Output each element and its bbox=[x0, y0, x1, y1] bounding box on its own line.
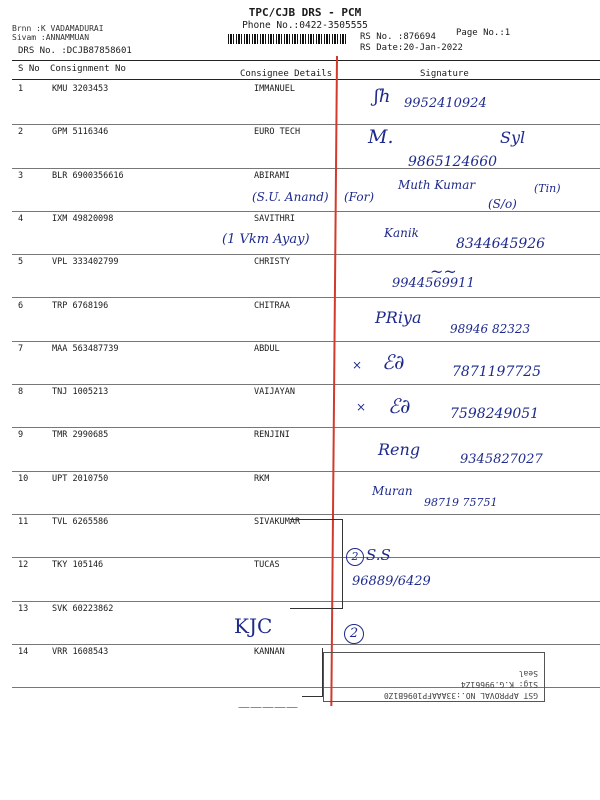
page-number: Page No.:1 bbox=[456, 28, 511, 38]
row-divider bbox=[12, 297, 600, 298]
row-consignee: RKM bbox=[254, 473, 270, 484]
row-sno: 2 bbox=[18, 127, 24, 138]
row-consignment: TMR 2990685 bbox=[52, 430, 109, 441]
row-divider bbox=[12, 211, 600, 212]
row-consignment: IXM 49820098 bbox=[52, 213, 114, 224]
branch-line-1: Brnn :K VADAMADURAI bbox=[12, 24, 104, 33]
row-sno: 11 bbox=[18, 517, 29, 527]
row-consignment: TNJ 1005213 bbox=[52, 387, 109, 398]
row-consignee: SIVAKUMAR bbox=[254, 517, 301, 527]
hw-r9-phone: 9345827027 bbox=[460, 452, 543, 467]
row-consignment: VRR 1608543 bbox=[52, 646, 109, 657]
hw-r2-phone: 9865124660 bbox=[408, 154, 498, 170]
row-consignee: KANNAN bbox=[254, 646, 285, 657]
hw-r7-phone: 7871197725 bbox=[452, 364, 542, 380]
row-consignee: CHITRAA bbox=[254, 300, 290, 311]
row-consignment: TKY 105146 bbox=[52, 560, 104, 571]
row-consignment: GPM 5116346 bbox=[52, 127, 109, 138]
row-consignee: RENJINI bbox=[254, 430, 290, 441]
signature-mark: ʃh bbox=[374, 86, 391, 107]
header-rule-bottom bbox=[12, 79, 600, 80]
circled-mark bbox=[346, 546, 391, 566]
hw-r4-note: (1 Vkm Ayay) bbox=[222, 232, 310, 247]
table-row bbox=[0, 474, 600, 517]
hw-r3-c: Muth Kumar bbox=[398, 178, 476, 192]
hw-r2-sig: M. bbox=[368, 126, 394, 148]
row-divider bbox=[12, 514, 600, 515]
stamp-line-3: Seal bbox=[518, 669, 538, 678]
rs-info bbox=[360, 32, 463, 54]
row-consignment: UPT 2010750 bbox=[52, 473, 109, 484]
row-consignee: ABIRAMI bbox=[254, 170, 290, 181]
hw-r4-phone: 8344645926 bbox=[456, 236, 546, 252]
drs-number: DRS No. :DCJB87858601 bbox=[18, 46, 132, 56]
row-consignee: TUCAS bbox=[254, 560, 280, 571]
hw-r13-name: KJC bbox=[234, 614, 273, 638]
hw-r10-phone: 98719 75751 bbox=[424, 496, 498, 509]
hw-r3-d: (S/o) bbox=[488, 197, 517, 211]
hw-r12-phone: 96889/6429 bbox=[352, 574, 431, 589]
row-consignment: SVK 60223862 bbox=[52, 603, 114, 614]
rs-number: RS No. :876694 bbox=[360, 32, 436, 42]
hw-r12-mark: 2 bbox=[346, 548, 364, 566]
column-header-consignee: Consignee Details bbox=[240, 69, 333, 79]
hw-r6-phone: 98946 82323 bbox=[450, 322, 531, 336]
signature-mark: ℰ∂ bbox=[382, 350, 405, 374]
column-header-signature: Signature bbox=[420, 69, 469, 79]
row-consignment: TRP 6768196 bbox=[52, 300, 109, 311]
hw-r4-name: Kanik bbox=[384, 226, 419, 240]
row-divider bbox=[12, 644, 600, 645]
row-sno: 10 bbox=[18, 473, 29, 484]
circled-mark-2 bbox=[344, 624, 364, 644]
row-sno: 1 bbox=[18, 84, 24, 94]
signature-mark: ~~ bbox=[430, 262, 457, 281]
hw-r10-name: Muran bbox=[372, 484, 413, 498]
row-divider bbox=[12, 471, 600, 472]
hw-r12-name: S.S bbox=[366, 546, 391, 564]
table-row bbox=[0, 257, 600, 300]
row-sno: 12 bbox=[18, 560, 29, 571]
hw-r5-phone: 9944569911 bbox=[392, 276, 475, 291]
row-consignment: TVL 6265586 bbox=[52, 517, 109, 527]
row-consignee: SAVITHRI bbox=[254, 213, 295, 224]
row-sno: 14 bbox=[18, 646, 29, 657]
stamp-line-2: Sig: K.G.99661Z4 bbox=[460, 680, 538, 689]
hw-r1-phone: 9952410924 bbox=[404, 96, 487, 111]
company-stamp bbox=[323, 652, 545, 702]
row-consignee: EURO TECH bbox=[254, 127, 301, 138]
row-consignee: IMMANUEL bbox=[254, 84, 295, 94]
row-consignment: BLR 6900356616 bbox=[52, 170, 124, 181]
table-row bbox=[0, 604, 600, 647]
row-consignment: VPL 333402799 bbox=[52, 257, 119, 268]
hw-r3-e: (Tin) bbox=[534, 182, 561, 195]
hw-r13-mark: 2 bbox=[344, 624, 364, 644]
row-divider bbox=[12, 168, 600, 169]
table-row bbox=[0, 84, 600, 127]
row-sno: 7 bbox=[18, 343, 24, 354]
branch-info bbox=[12, 24, 104, 42]
document-header bbox=[200, 6, 410, 31]
row-divider bbox=[12, 124, 600, 125]
row-consignment: MAA 563487739 bbox=[52, 343, 119, 354]
row-sno: 8 bbox=[18, 387, 24, 398]
row-sno: 6 bbox=[18, 300, 24, 311]
row-sno: 4 bbox=[18, 213, 24, 224]
hw-r9-name: Reng bbox=[378, 440, 421, 459]
bracket-mark-2 bbox=[302, 648, 323, 697]
document-title: TPC/CJB DRS - PCM bbox=[248, 6, 362, 19]
hw-r6-name: PRiya bbox=[375, 308, 422, 327]
row-sno: 3 bbox=[18, 170, 24, 181]
column-header-sno: S No bbox=[18, 64, 40, 74]
row-sno: 13 bbox=[18, 603, 29, 614]
cross-mark: × bbox=[356, 400, 367, 414]
stamp-line-1: GST APPROVAL NO.:33AAAFP1096B1Z0 bbox=[383, 691, 538, 700]
column-header-consignment: Consignment No bbox=[50, 64, 126, 74]
row-sno: 5 bbox=[18, 257, 24, 268]
barcode-icon bbox=[228, 34, 348, 44]
row-divider bbox=[12, 427, 600, 428]
hw-r8-phone: 7598249051 bbox=[450, 406, 540, 422]
cross-mark: × bbox=[352, 358, 363, 372]
hw-r3-b: (For) bbox=[344, 190, 374, 204]
row-divider bbox=[12, 254, 600, 255]
row-consignee: VAIJAYAN bbox=[254, 387, 295, 398]
branch-line-2: Sivam :ANNAMMUAN bbox=[12, 33, 90, 42]
red-scribble: ————— bbox=[238, 700, 298, 714]
signature-mark: Syl bbox=[500, 128, 526, 147]
rs-date: RS Date:20-Jan-2022 bbox=[360, 43, 463, 53]
phone-number: Phone No.:0422-3505555 bbox=[242, 20, 368, 31]
bracket-mark bbox=[290, 519, 343, 609]
row-consignee: CHRISTY bbox=[254, 257, 290, 268]
header-rule-top bbox=[12, 60, 600, 61]
hw-r3-a: (S.U. Anand) bbox=[252, 190, 329, 204]
row-consignment: KMU 3203453 bbox=[52, 84, 109, 94]
row-consignee: ABDUL bbox=[254, 343, 280, 354]
row-divider bbox=[12, 341, 600, 342]
row-divider bbox=[12, 384, 600, 385]
row-sno: 9 bbox=[18, 430, 24, 441]
signature-mark: ℰ∂ bbox=[388, 394, 411, 418]
